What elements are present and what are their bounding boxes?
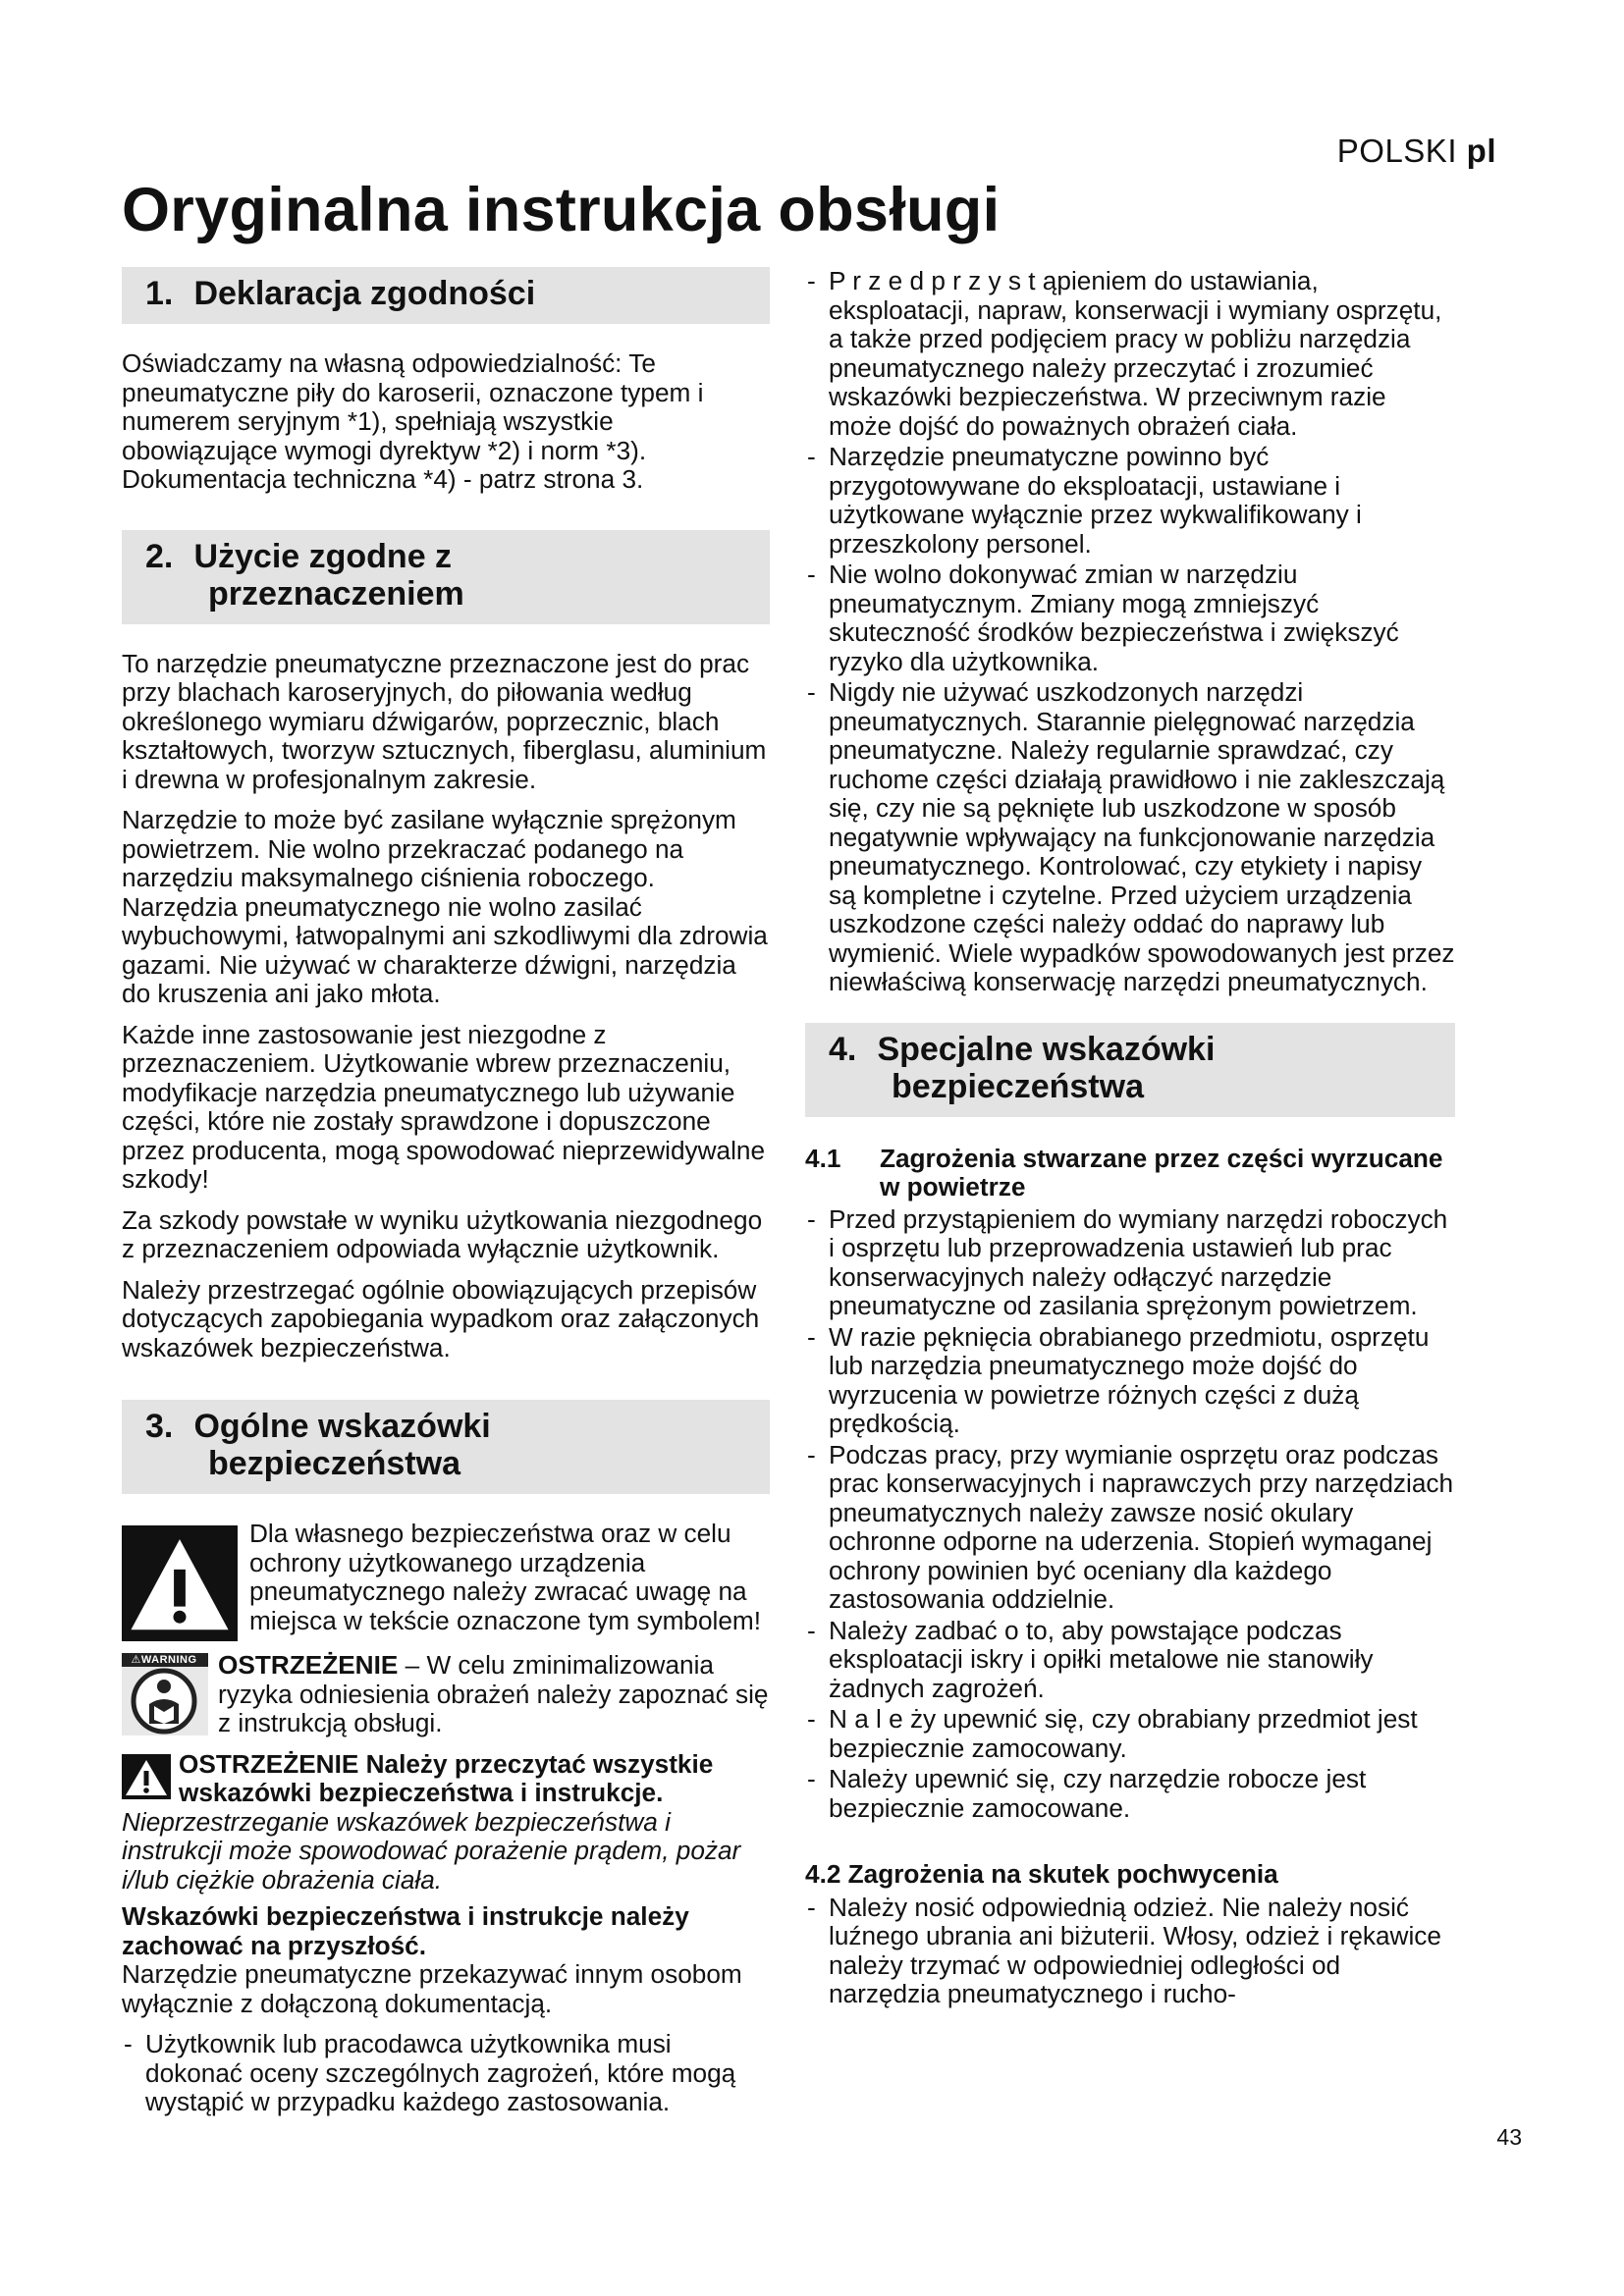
language-label: POLSKI pl <box>1336 133 1496 169</box>
warning-triangle-icon <box>122 1754 171 1799</box>
warning-read-all-instructions: OSTRZEŻENIE Należy przeczytać wszystkie wskazówki bezpieczeństwa i instrukcje. Nieprzestrzeganie wskazówek bezpieczeństwa i instrukcji może spowodować porażenie prądem, pożar i/lub ciężkie obrażenia ciała. <box>122 1749 741 1895</box>
list-item: - W razie pęknięcia obrabianego przedmiotu, osprzętu lub narzędzia pneumatycznego może dojść do wyrzucenia w powietrze różnych części z dużą prędkością. <box>805 1323 1455 1439</box>
subsection-4-1-heading: 4.1 Zagrożenia stwarzane przez części wyrzucane w powietrze <box>805 1143 1443 1201</box>
list-item: - Należy nosić odpowiednią odzież. Nie należy nosić luźnego ubrania ani biżuterii. Włosy, odzież i rękawice należy trzymać w odpowiedniej odległości od narzędzia pneumatycznego i rucho- <box>805 1894 1455 2009</box>
general-safety-list <box>805 267 1455 997</box>
section-2-paragraph-2: Narzędzie to może być zasilane wyłącznie sprężonym powietrzem. Nie wolno przekraczać podanego na narzędziu maksymalnego ciśnienia roboczego. Narzędzia pneumatycznego nie wolno zasilać wybuchowymi, łatwopalnymi ani szkodliwymi dla zdrowia gazami. Nie używać w charakterze dźwigni, narzędzia do kruszenia ani jako młota. <box>122 805 768 1008</box>
read-manual-icon <box>122 1653 208 1742</box>
section-2-paragraph-5: Należy przestrzegać ogólnie obowiązujących przepisów dotyczących zapobiegania wypadkom oraz załączonych wskazówek bezpieczeństwa. <box>122 1274 760 1362</box>
section-2-paragraph-3: Każde inne zastosowanie jest niezgodne z przeznaczeniem. Użytkowanie wbrew przeznaczeniu, modyfikacje narzędzia pneumatycznego lub używanie części, które nie zostały sprawdzone i dopuszczone przez producenta, mogą spowodować nieprzewidywalne szkody! <box>122 1019 766 1194</box>
list-item: - P r z e d p r z y s t ąpieniem do ustawiania, eksploatacji, napraw, konserwacji i wymiany osprzętu, a także przed podjęciem pracy w pobliżu narzędzia pneumatycznego należy przeczytać i zrozumieć wskazówki bezpieczeństwa. W przeciwnym razie może dojść do poważnych obrażeń ciała. <box>805 267 1455 441</box>
ejected-parts-list <box>805 1205 1455 1824</box>
page-title: Oryginalna instrukcja obsługi <box>122 176 1001 244</box>
section-2-paragraph-4: Za szkody powstałe w wyniku użytkowania niezgodnego z przeznaczeniem odpowiada wyłącznie użytkownik. <box>122 1204 763 1263</box>
general-safety-list-start <box>122 2030 770 2117</box>
list-item: - N a l e ży upewnić się, czy obrabiany przedmiot jest bezpiecznie zamocowany. <box>805 1705 1455 1763</box>
entanglement-list <box>805 1894 1455 2009</box>
keep-instructions-note: Wskazówki bezpieczeństwa i instrukcje należy zachować na przyszłość. Narzędzie pneumatyczne przekazywać innym osobom wyłącznie z dołączoną dokumentacją. <box>122 1901 742 2018</box>
page-number: 43 <box>1496 2124 1522 2150</box>
left-column <box>122 267 770 2125</box>
list-item: - Nie wolno dokonywać zmian w narzędziu pneumatycznym. Zmiany mogą zmniejszyć skuteczność środków bezpieczeństwa i zwiększyć ryzyko dla użytkownika. <box>805 561 1455 676</box>
right-column <box>805 267 1455 2017</box>
section-4-heading: 4. Specjalne wskazówki bezpieczeństwa <box>805 1023 1455 1117</box>
list-item: - Nigdy nie używać uszkodzonych narzędzi pneumatycznych. Starannie pielęgnować narzędzia pneumatyczne. Należy regularnie sprawdzać, czy ruchome części działają prawidłowo i nie zakleszczają się, czy nie są pęknięte lub uszkodzone w sposób negatywnie wpływający na funkcjonowanie narzędzia pneumatycznego. Kontrolować, czy etykiety i napisy są kompletne i czytelne. Przed użyciem urządzenia uszkodzone części należy oddać do naprawy lub wymienić. Wiele wypadków spowodowanych jest przez niewłaściwą konserwację narzędzi pneumatycznych. <box>805 678 1455 997</box>
list-item: - Należy zadbać o to, aby powstające podczas eksploatacji iskry i opiłki metalowe nie stanowiły żadnych zagrożeń. <box>805 1617 1455 1704</box>
section-1-paragraph: Oświadczamy na własną odpowiedzialność: Te pneumatyczne piły do karoserii, oznaczone typem i numerem seryjnym *1), spełniają wszystkie obowiązujące wymogi dyrektyw *2) i norm *3). Dokumentacja techniczna *4) - patrz strona 3. <box>122 348 704 494</box>
warning-label: WARNING <box>140 1654 197 1666</box>
list-item: - Należy upewnić się, czy narzędzie robocze jest bezpiecznie zamocowane. <box>805 1765 1455 1823</box>
subsection-4-2-heading: 4.2 Zagrożenia na skutek pochwycenia <box>805 1859 1278 1889</box>
section-2-paragraph-1: To narzędzie pneumatyczne przeznaczone jest do prac przy blachach karoseryjnych, do piłowania według określonego wymiaru dźwigarów, poprzecznic, blach kształtowych, tworzyw sztucznych, fiberglasu, aluminium i drewna w profesjonalnym zakresie. <box>122 648 767 794</box>
list-item: - Narzędzie pneumatyczne powinno być przygotowywane do eksploatacji, ustawiane i użytkowane wyłącznie przez wykwalifikowany i przeszkolony personel. <box>805 443 1455 559</box>
list-item: - Podczas pracy, przy wymianie osprzętu oraz podczas prac konserwacyjnych i naprawczych przy narzędziach pneumatycznych należy zawsze nosić okulary ochronne odporne na uderzenia. Stopień wymaganej ochrony powinien być oceniany dla każdego zastosowania oddzielnie. <box>805 1441 1455 1615</box>
list-item: - Użytkownik lub pracodawca użytkownika musi dokonać oceny szczególnych zagrożeń, które mogą wystąpić w przypadku każdego zastosowania. <box>122 2030 770 2117</box>
warning-triangle-icon <box>122 1525 238 1641</box>
list-item: - Przed przystąpieniem do wymiany narzędzi roboczych i osprzętu lub przeprowadzenia ustawień lub prac konserwacyjnych należy odłączyć narzędzie pneumatyczne od zasilania sprężonym powietrzem. <box>805 1205 1455 1321</box>
safety-symbol-note: Dla własnego bezpieczeństwa oraz w celu ochrony użytkowanego urządzenia pneumatycznego należy zwracać uwagę na miejsca w tekście oznaczone tym symbolem! <box>122 1520 770 1643</box>
section-3-heading: 3. Ogólne wskazówki bezpieczeństwa <box>122 1400 770 1494</box>
section-2-heading: 2. Użycie zgodne z przeznaczeniem <box>122 530 770 624</box>
warning-triangle-icon: ⚠ <box>131 1654 141 1666</box>
warning-read-manual: ⚠WARNING OSTRZEŻENIE – W celu zminimalizowania ryzyka odniesienia obrażeń należy zapoznać się z instrukcją obsługi. <box>122 1651 770 1742</box>
section-1-heading: 1. Deklaracja zgodności <box>122 267 770 324</box>
